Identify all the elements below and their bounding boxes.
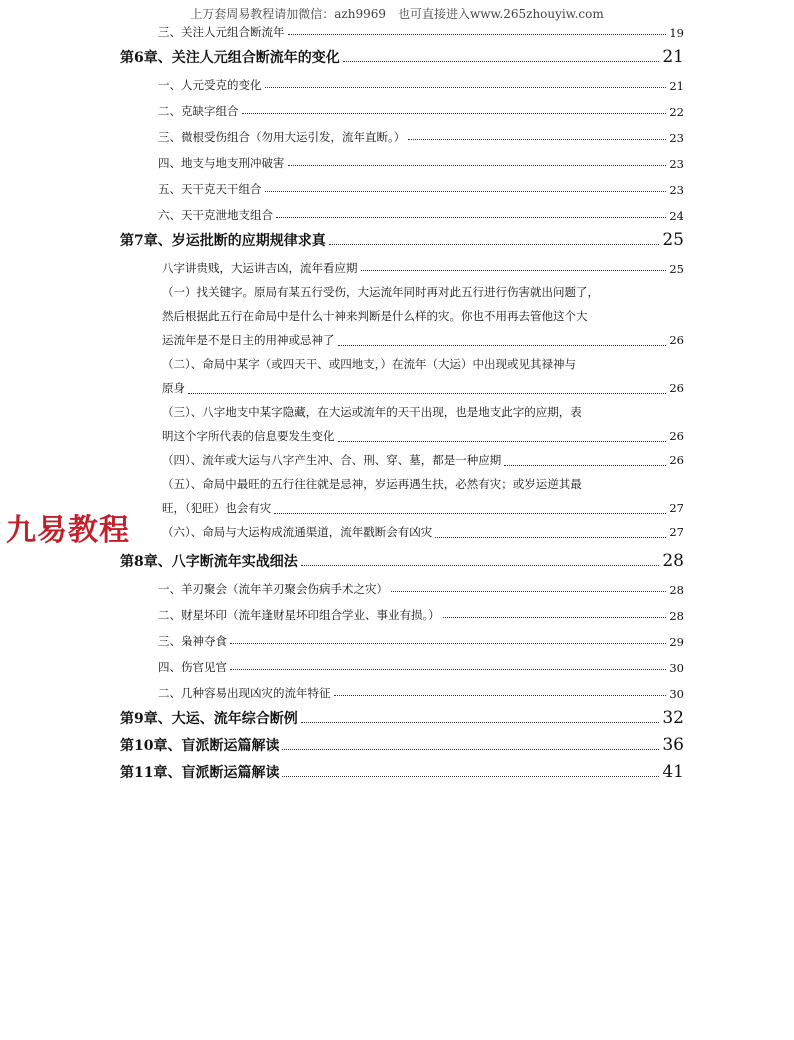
toc-item[interactable]: [120, 171, 684, 197]
page-header-ad: 上万套周易教程请加微信：azh9969 也可直接进入www.265zhouyiw.com: [190, 7, 604, 21]
toc-item-page: 24: [669, 209, 684, 223]
para-line: （一）找关键字。原局有某五行受伤，大运流年同时再对此五行进行伤害就出问题了，: [162, 285, 599, 299]
toc-chapter-11[interactable]: [120, 755, 684, 782]
toc-item[interactable]: [120, 571, 684, 597]
toc-item-text: 三、微根受伤组合（勿用大运引发，流年直断。）: [158, 130, 406, 144]
chapter-title: 第10章、盲派断运篇解读: [120, 738, 280, 754]
leader-dots: [391, 591, 666, 592]
toc-item-text: 二、克缺字组合: [158, 104, 239, 118]
para-line: （四）、流年或大运与八字产生冲、合、刑、穿、墓，都是一种应期: [162, 453, 502, 467]
toc-item[interactable]: [120, 197, 684, 223]
toc-item-text: 五、天干克天干组合: [158, 182, 262, 196]
chapter-page: 32: [662, 708, 684, 728]
chapter-page: 21: [662, 47, 684, 67]
leader-dots: [301, 565, 660, 566]
toc-item[interactable]: [120, 18, 684, 40]
chapter-page: 28: [662, 551, 684, 571]
para-line: （二）、命局中某字（或四天干、或四地支，）在流年（大运）中出现或见其禄神与: [162, 357, 576, 371]
leader-dots: [288, 165, 667, 166]
chapter-title: 第9章、大运、流年综合断例: [120, 711, 298, 727]
leader-dots: [230, 643, 666, 644]
toc-item-text: 六、天干克泄地支组合: [158, 208, 273, 222]
chapter-title: 第7章、岁运批断的应期规律求真: [120, 233, 326, 249]
leader-dots: [435, 537, 666, 538]
toc-paragraph-item[interactable]: [120, 352, 684, 400]
toc-item-page: 23: [669, 131, 684, 145]
toc-item-text: 三、枭神夺食: [158, 634, 227, 648]
toc-item-text: 三、关注人元组合断流年: [158, 25, 285, 39]
toc-item-page: 19: [669, 26, 684, 40]
toc-chapter-8[interactable]: [120, 544, 684, 571]
toc-paragraph-item[interactable]: [120, 472, 684, 520]
toc-paragraph-item[interactable]: [120, 520, 684, 544]
toc-item-page: 30: [669, 687, 684, 701]
toc-item-page: 29: [669, 635, 684, 649]
leader-dots: [282, 776, 659, 777]
leader-dots: [504, 465, 666, 466]
leader-dots: [265, 191, 667, 192]
toc-item[interactable]: [120, 649, 684, 675]
toc-item-page: 26: [669, 381, 684, 395]
toc-item-page: 26: [669, 333, 684, 347]
toc-item-page: 22: [669, 105, 684, 119]
para-line: （六）、命局与大运构成流通渠道，流年戳断会有凶灾: [162, 525, 433, 539]
toc-item[interactable]: [120, 597, 684, 623]
table-of-contents: [120, 18, 684, 782]
toc-item-page: 23: [669, 157, 684, 171]
para-line: （三）、八字地支中某字隐藏，在大运或流年的天干出现，也是地支此字的应期，表: [162, 405, 582, 419]
toc-item[interactable]: [120, 623, 684, 649]
toc-item-page: 23: [669, 183, 684, 197]
leader-dots: [274, 513, 666, 514]
toc-item-page: 27: [669, 501, 684, 515]
leader-dots: [361, 270, 667, 271]
para-line: （五）、命局中最旺的五行往往就是忌神，岁运再遇生扶，必然有灾；或岁运逆其最: [162, 477, 582, 491]
toc-item-page: 26: [669, 453, 684, 467]
chapter-page: 25: [662, 230, 684, 250]
toc-item-text: 二、财星坏印（流年逢财星坏印组合学业、事业有损。）: [158, 608, 440, 622]
leader-dots: [230, 669, 666, 670]
para-line: 旺，（犯旺）也会有灾: [162, 501, 272, 515]
toc-item[interactable]: [120, 250, 684, 276]
toc-item-text: 八字讲贵贱，大运讲吉凶，流年看应期: [162, 261, 358, 275]
leader-dots: [282, 749, 659, 750]
chapter-title: 第11章、盲派断运篇解读: [120, 765, 280, 781]
toc-item[interactable]: [120, 145, 684, 171]
toc-chapter-6[interactable]: [120, 40, 684, 67]
leader-dots: [343, 61, 660, 62]
toc-item-text: 四、地支与地支刑冲破害: [158, 156, 285, 170]
toc-item-text: 四、伤官见官: [158, 660, 227, 674]
para-line: 原身: [162, 381, 185, 395]
toc-item-page: 30: [669, 661, 684, 675]
toc-paragraph-item[interactable]: [120, 448, 684, 472]
toc-paragraph-item[interactable]: [120, 280, 684, 352]
chapter-page: 36: [662, 735, 684, 755]
toc-item-text: 一、人元受克的变化: [158, 78, 262, 92]
leader-dots: [288, 34, 667, 35]
toc-item-page: 28: [669, 583, 684, 597]
chapter-title: 第8章、八字断流年实战细法: [120, 554, 298, 570]
leader-dots: [408, 139, 666, 140]
toc-paragraph-item[interactable]: [120, 400, 684, 448]
toc-item-text: 一、羊刃聚会（流年羊刃聚会伤病手术之灾）: [158, 582, 388, 596]
leader-dots: [301, 722, 660, 723]
leader-dots: [334, 695, 667, 696]
leader-dots: [188, 393, 666, 394]
toc-item[interactable]: [120, 67, 684, 93]
leader-dots: [329, 244, 660, 245]
toc-item-page: 27: [669, 525, 684, 539]
watermark-logo: 九易教程: [6, 513, 130, 548]
chapter-page: 41: [662, 762, 684, 782]
para-line: 运流年是不是日主的用神或忌神了: [162, 333, 335, 347]
leader-dots: [265, 87, 667, 88]
toc-item-page: 28: [669, 609, 684, 623]
chapter-title: 第6章、关注人元组合断流年的变化: [120, 50, 340, 66]
leader-dots: [338, 441, 667, 442]
toc-item-page: 26: [669, 429, 684, 443]
toc-item-page: 25: [669, 262, 684, 276]
toc-item[interactable]: [120, 675, 684, 701]
leader-dots: [443, 617, 667, 618]
para-line: 然后根据此五行在命局中是什么十神来判断是什么样的灾。你也不用再去管他这个大: [162, 309, 588, 323]
leader-dots: [338, 345, 667, 346]
toc-item-text: 二、几种容易出现凶灾的流年特征: [158, 686, 331, 700]
toc-chapter-7[interactable]: [120, 223, 684, 250]
toc-item[interactable]: [120, 119, 684, 145]
toc-chapter-9[interactable]: [120, 701, 684, 728]
leader-dots: [242, 113, 667, 114]
toc-item-page: 21: [669, 79, 684, 93]
toc-chapter-10[interactable]: [120, 728, 684, 755]
toc-item[interactable]: [120, 93, 684, 119]
leader-dots: [276, 217, 666, 218]
para-line: 明这个字所代表的信息要发生变化: [162, 429, 335, 443]
